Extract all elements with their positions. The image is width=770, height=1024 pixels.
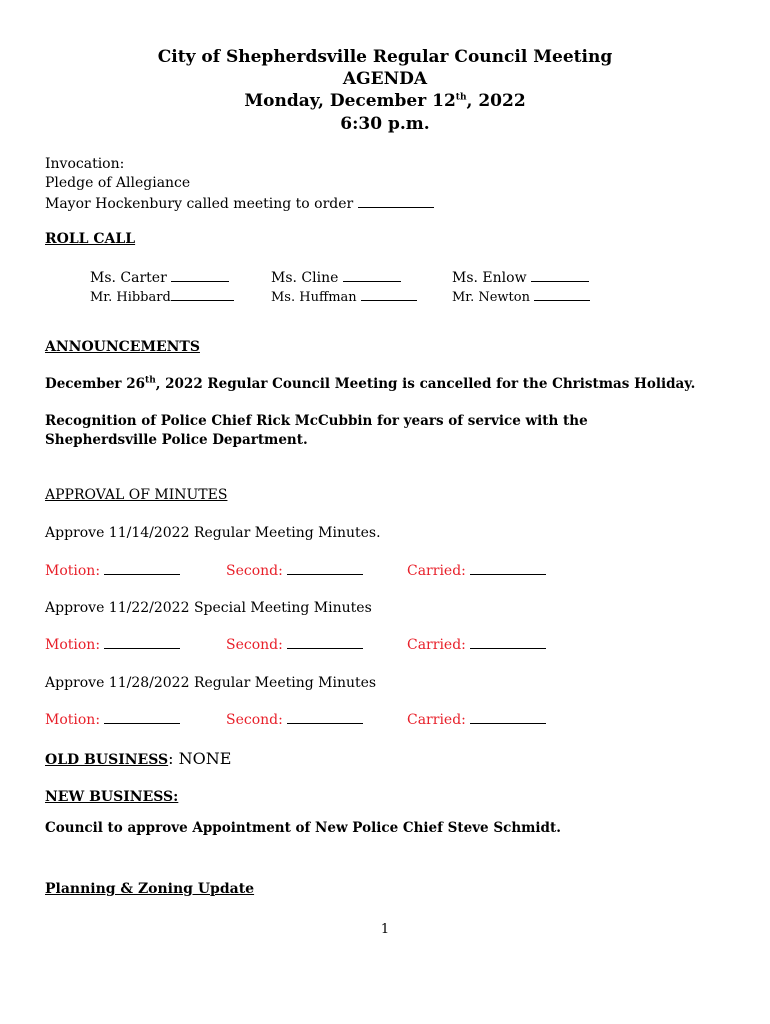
motion-field (45, 636, 180, 653)
second-blank (287, 711, 363, 724)
agenda-label: AGENDA (342, 69, 428, 89)
carried-blank (470, 636, 546, 649)
roll-call-member (90, 288, 234, 305)
roll-call-member (90, 269, 229, 286)
roll-call-member (271, 288, 417, 305)
member-name: Ms. Cline (271, 270, 339, 286)
call-to-order-text: Mayor Hockenbury called meeting to order (45, 196, 354, 212)
member-name: Ms. Enlow (452, 270, 527, 286)
old-business-heading: OLD BUSINESS (45, 752, 169, 768)
second-label: Second: (226, 712, 283, 728)
announcement-text: , 2022 Regular Council Meeting is cancelled for the Christmas Holiday. (155, 376, 696, 392)
planning-zoning-heading: Planning & Zoning Update (45, 881, 255, 897)
carried-label: Carried: (407, 637, 466, 653)
member-name: Ms. Huffman (271, 290, 357, 305)
meeting-date-year: , 2022 (466, 91, 526, 111)
motion-label: Motion: (45, 712, 101, 728)
motion-blank (104, 711, 180, 724)
member-blank (171, 269, 229, 282)
old-business-value: : NONE (168, 749, 232, 768)
motion-field (45, 711, 180, 728)
carried-label: Carried: (407, 563, 466, 579)
second-blank (287, 636, 363, 649)
minutes-item: Approve 11/14/2022 Regular Meeting Minutes. (45, 525, 381, 541)
motion-blank (104, 562, 180, 575)
second-label: Second: (226, 637, 283, 653)
old-business-line (45, 749, 231, 768)
motion-field (45, 562, 180, 579)
second-field (226, 711, 363, 728)
member-name: Mr. Newton (452, 290, 530, 305)
meeting-date (0, 91, 770, 111)
meeting-time: 6:30 p.m. (340, 114, 430, 134)
second-field (226, 562, 363, 579)
minutes-item: Approve 11/22/2022 Special Meeting Minutes (45, 600, 372, 616)
second-blank (287, 562, 363, 575)
minutes-item: Approve 11/28/2022 Regular Meeting Minutes (45, 675, 377, 691)
call-to-order-blank (358, 195, 434, 208)
member-blank (361, 288, 417, 301)
page-number: 1 (380, 922, 390, 937)
roll-call-member (452, 288, 590, 305)
motion-label: Motion: (45, 563, 101, 579)
member-name: Mr. Hibbard (90, 290, 171, 305)
member-blank (343, 269, 401, 282)
carried-blank (470, 562, 546, 575)
announcement-date: December 26 (45, 376, 146, 392)
invocation-line: Invocation: (45, 156, 125, 172)
announcements-heading: ANNOUNCEMENTS (45, 339, 200, 355)
pledge-line: Pledge of Allegiance (45, 175, 191, 191)
carried-blank (470, 711, 546, 724)
member-blank (171, 288, 234, 301)
member-blank (531, 269, 589, 282)
member-blank (534, 288, 590, 301)
announcement-item (45, 376, 695, 392)
meeting-date-sup: th (455, 92, 467, 103)
motion-label: Motion: (45, 637, 101, 653)
carried-field (407, 711, 546, 728)
new-business-heading: NEW BUSINESS: (45, 789, 179, 805)
announcement-item-continued: Shepherdsville Police Department. (45, 432, 308, 448)
approval-of-minutes-heading: APPROVAL OF MINUTES (45, 487, 228, 503)
second-field (226, 636, 363, 653)
second-label: Second: (226, 563, 283, 579)
new-business-item: Council to approve Appointment of New Police Chief Steve Schmidt. (45, 820, 561, 836)
motion-blank (104, 636, 180, 649)
carried-field (407, 636, 546, 653)
carried-field (407, 562, 546, 579)
roll-call-heading: ROLL CALL (45, 231, 136, 247)
roll-call-member (452, 269, 589, 286)
announcement-date-sup: th (145, 375, 156, 386)
call-to-order-line (45, 195, 434, 212)
roll-call-member (271, 269, 401, 286)
meeting-title: City of Shepherdsville Regular Council Meeting (157, 47, 613, 67)
announcement-item: Recognition of Police Chief Rick McCubbin for years of service with the (45, 413, 588, 429)
carried-label: Carried: (407, 712, 466, 728)
meeting-date-main: Monday, December 12 (244, 91, 456, 111)
member-name: Ms. Carter (90, 270, 167, 286)
